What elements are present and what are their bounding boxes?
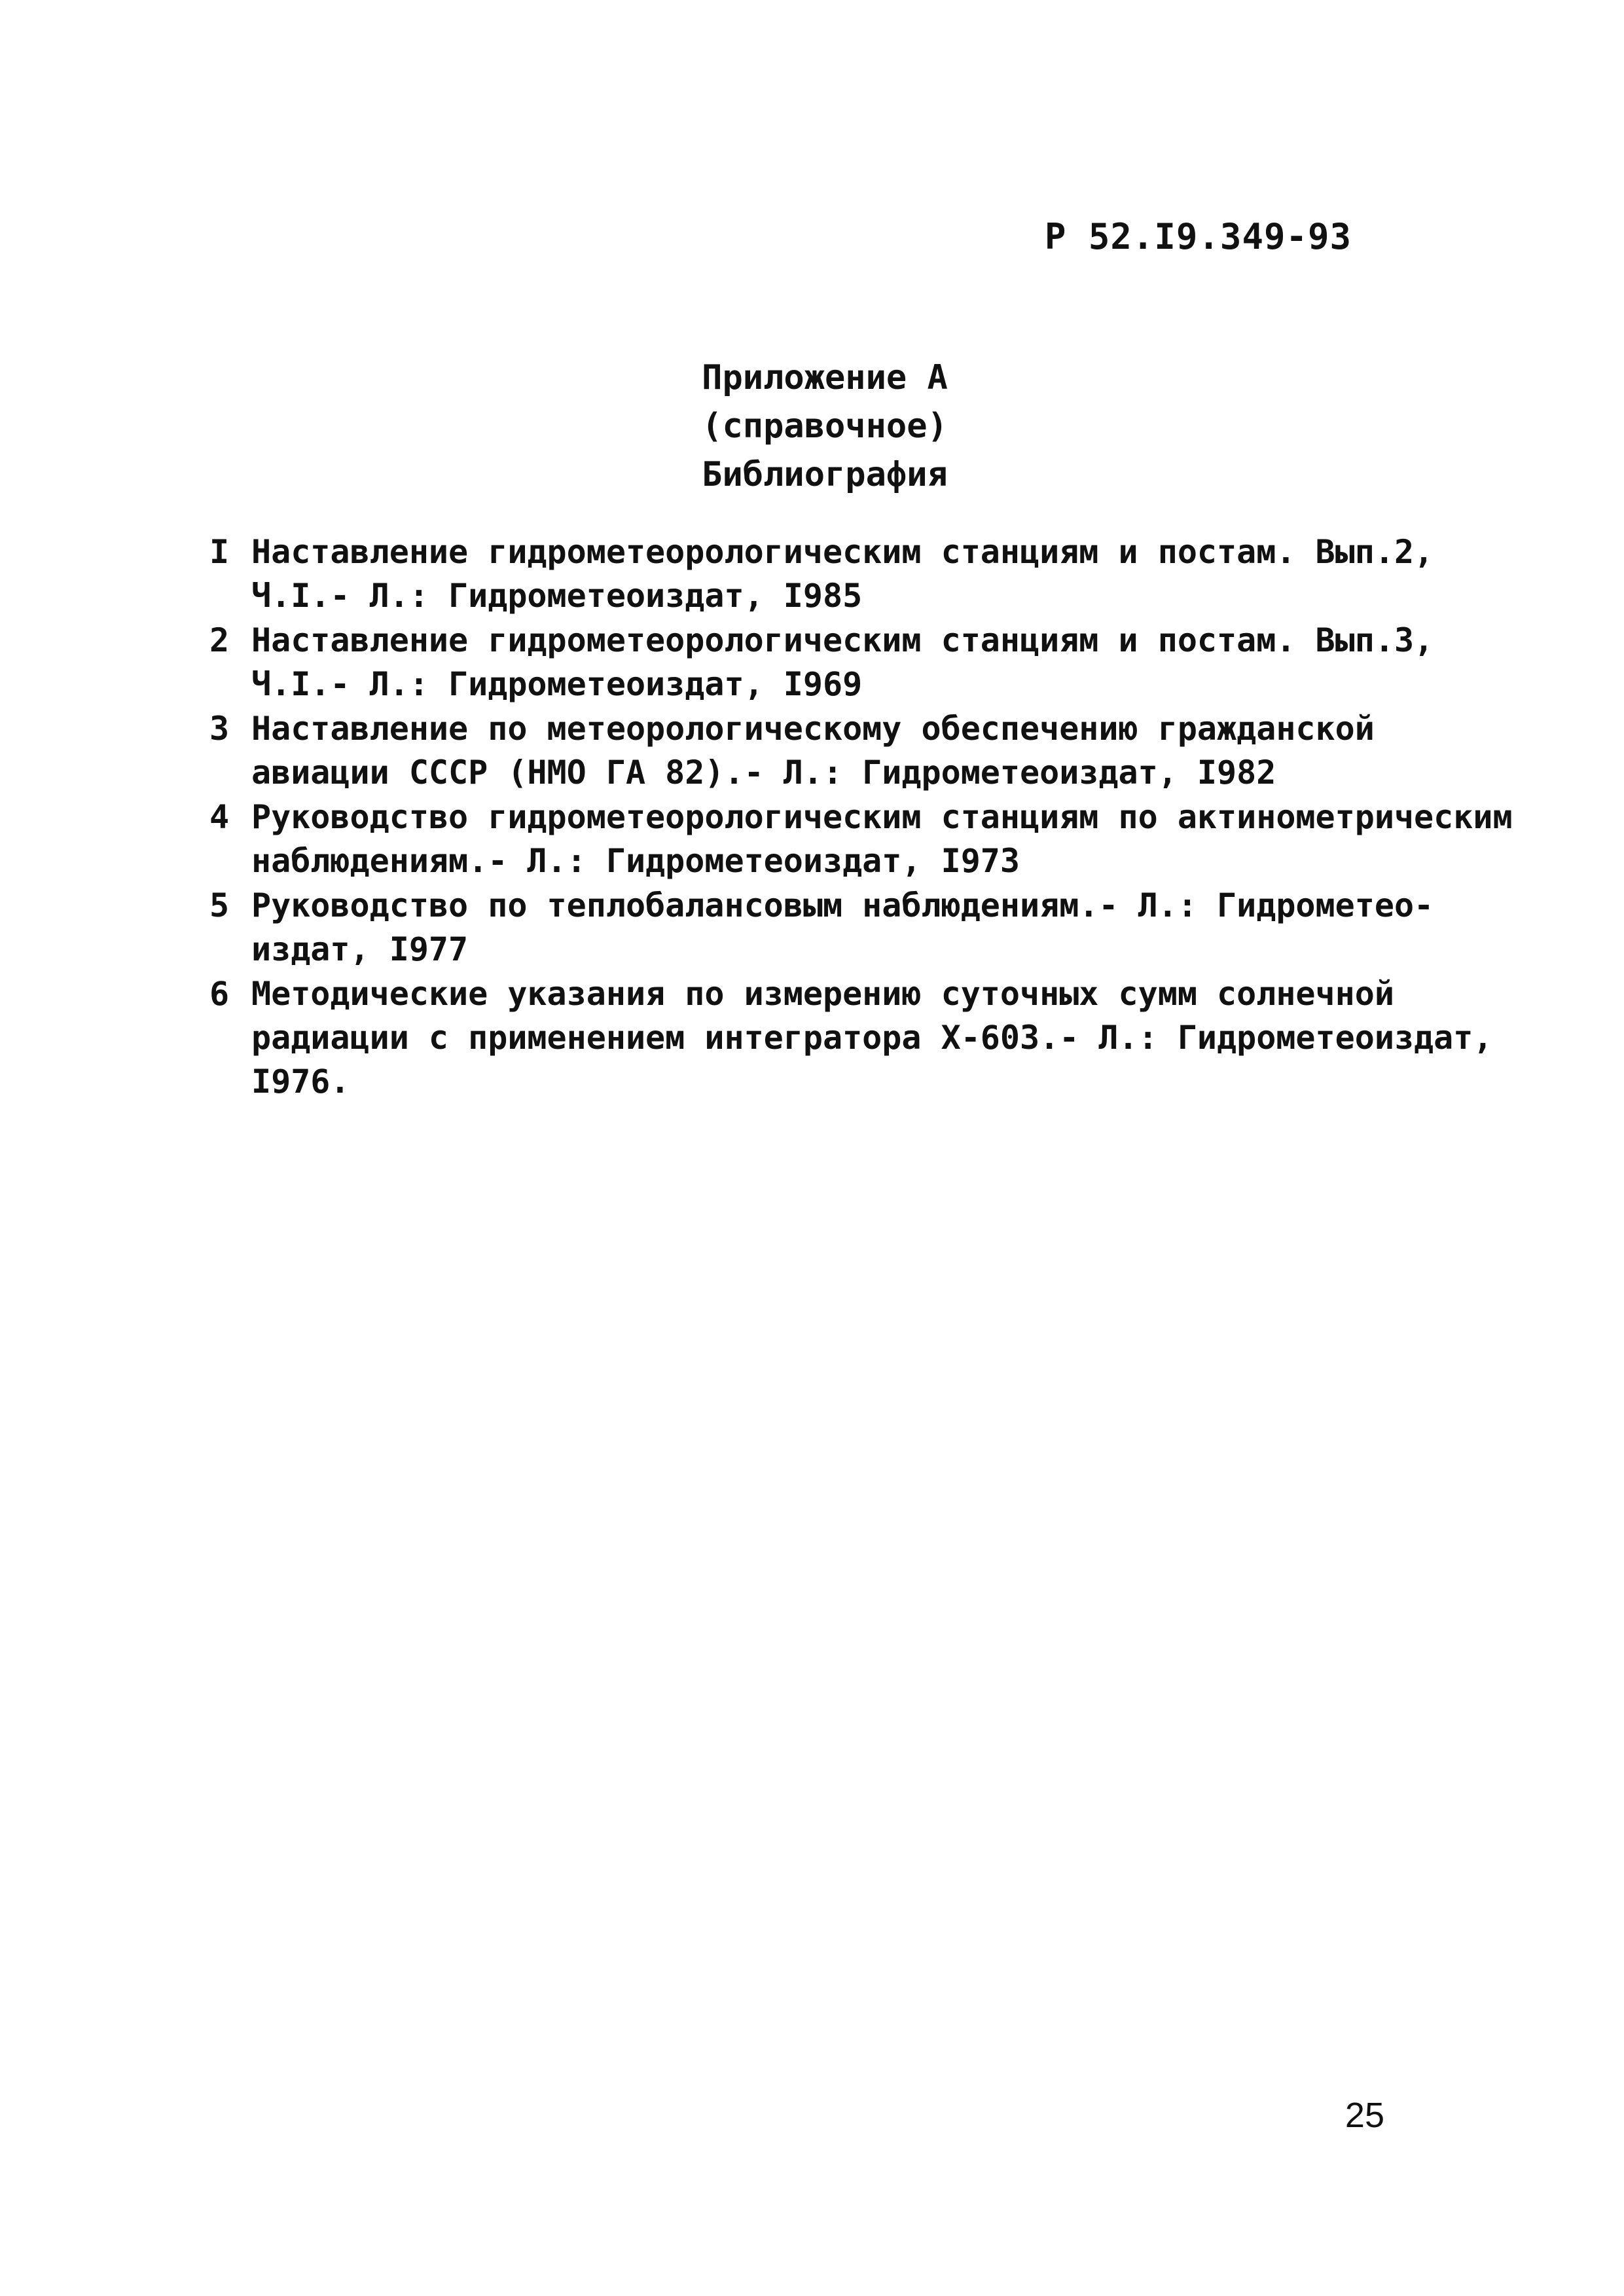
bibliography-item-line: Руководство гидрометеорологическим станциям по актинометрическим	[251, 798, 1513, 836]
bibliography-item-number: 6	[209, 975, 230, 1013]
bibliography-item-number: 4	[209, 798, 230, 836]
bibliography-item-text	[251, 707, 1453, 795]
bibliography-item	[209, 795, 1513, 883]
appendix-subtitle: (справочное)	[702, 407, 948, 446]
bibliography-item-line: Наставление гидрометеорологическим станциям и постам. Вып.3,	[251, 621, 1434, 659]
bibliography-item-line: Наставление по метеорологическому обеспечению гражданской	[251, 710, 1375, 748]
bibliography-item-number: 5	[209, 886, 230, 924]
appendix-title: Приложение А	[702, 358, 948, 397]
bibliography-item	[209, 530, 1453, 618]
bibliography-item-text	[251, 884, 1453, 972]
appendix-heading	[687, 354, 962, 499]
bibliography-item-line: Руководство по теплобалансовым наблюдениям.- Л.: Гидрометео-	[251, 886, 1434, 924]
bibliography-item-number: 2	[209, 621, 230, 659]
bibliography-item-text	[251, 619, 1453, 706]
document-code: Р 52.I9.349-93	[1044, 216, 1352, 257]
bibliography-heading: Библиография	[702, 455, 948, 494]
bibliography-item-line: Методические указания по измерению суточных сумм солнечной	[251, 975, 1394, 1013]
bibliography-item	[209, 884, 1453, 972]
bibliography-item-line: I976.	[251, 1063, 350, 1101]
bibliography-item-text	[251, 795, 1513, 883]
bibliography-item-line: издат, I977	[251, 930, 469, 968]
bibliography-item	[209, 619, 1453, 706]
page-number: 25	[1344, 2096, 1384, 2135]
bibliography-item-text	[251, 530, 1453, 618]
bibliography-item-line: Ч.I.- Л.: Гидрометеоиздат, I985	[251, 577, 863, 615]
bibliography-item-line: радиации с применением интегратора Х-603.- Л.: Гидрометеоиздат,	[251, 1019, 1493, 1057]
bibliography-item-line: авиации СССР (НМО ГА 82).- Л.: Гидрометеоиздат, I982	[251, 754, 1276, 792]
bibliography-item-line: Наставление гидрометеорологическим станциям и постам. Вып.2,	[251, 533, 1434, 571]
bibliography-item-line: наблюдениям.- Л.: Гидрометеоиздат, I973	[251, 842, 1020, 880]
bibliography-item	[209, 707, 1453, 795]
bibliography-item-number: I	[209, 533, 230, 571]
bibliography-item	[209, 972, 1493, 1104]
bibliography-item-text	[251, 972, 1492, 1104]
bibliography-list	[209, 530, 1513, 1104]
bibliography-item-number: 3	[209, 710, 230, 748]
bibliography-item-line: Ч.I.- Л.: Гидрометеоиздат, I969	[251, 665, 863, 703]
